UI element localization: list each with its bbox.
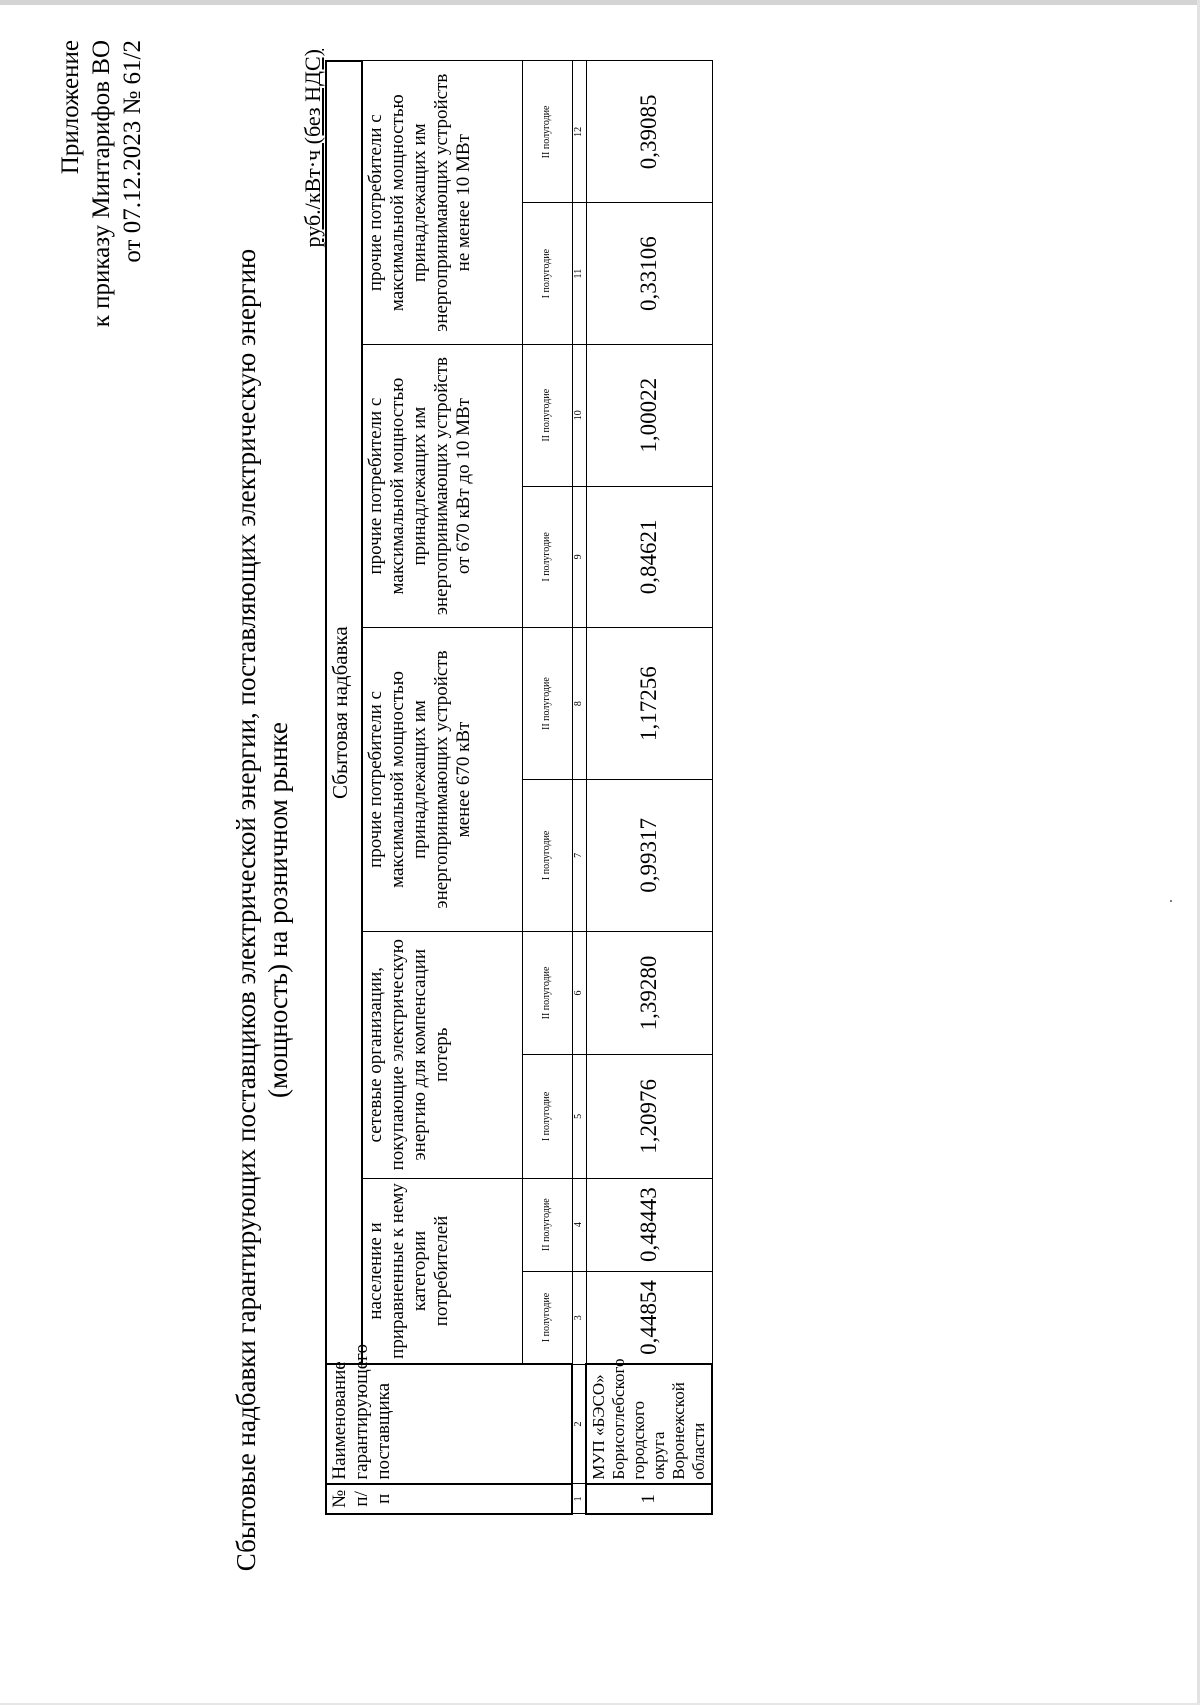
title-line-1: Сбытовые надбавки гарантирующих поставщиков электрической энергии, поставляющих электрическую энергию bbox=[231, 248, 261, 1572]
column-number: 4 bbox=[572, 1178, 586, 1271]
header-line-2: к приказу Минтарифов ВО bbox=[88, 40, 115, 328]
column-number: 10 bbox=[572, 344, 586, 486]
value-over-10mw-half-1: 0,33106 bbox=[586, 203, 712, 345]
value-population-half-2: 0,48443 bbox=[586, 1178, 712, 1271]
column-number: 5 bbox=[572, 1055, 586, 1178]
row-number: 1 bbox=[586, 1484, 712, 1514]
value-population-half-1: 0,44854 bbox=[586, 1271, 712, 1364]
column-number: 7 bbox=[572, 779, 586, 931]
header-category-grid-orgs: сетевые организации, покупающие электрическую энергию для компенсации потерь bbox=[362, 931, 522, 1178]
value-under-670kw-half-2: 1,17256 bbox=[586, 628, 712, 780]
header-line-1: Приложение bbox=[57, 40, 84, 175]
column-number: 1 bbox=[572, 1484, 586, 1514]
column-number: 9 bbox=[572, 486, 586, 628]
header-category-population: население и приравненные к нему категории потребителей bbox=[362, 1178, 522, 1364]
header-half-1: I полугодие bbox=[522, 779, 572, 931]
header-category-670kw-10mw: прочие потребители с максимальной мощностью принадлежащих им энергопринимающих устройств от 670 кВт до 10 МВт bbox=[362, 344, 522, 627]
table-row bbox=[586, 61, 712, 1514]
header-col-number: № п/п bbox=[326, 1484, 572, 1514]
header-half-2: II полугодие bbox=[522, 931, 572, 1054]
value-over-10mw-half-2: 0,39085 bbox=[586, 61, 712, 203]
column-number: 2 bbox=[572, 1364, 586, 1483]
header-block bbox=[55, 40, 148, 327]
column-number: 12 bbox=[572, 61, 586, 203]
header-half-2: II полугодие bbox=[522, 344, 572, 486]
column-number: 11 bbox=[572, 203, 586, 345]
header-half-1: I полугодие bbox=[522, 1055, 572, 1178]
value-grid-orgs-half-1: 1,20976 bbox=[586, 1055, 712, 1178]
header-line-3: от 07.12.2023 № 61/2 bbox=[119, 40, 146, 263]
value-grid-orgs-half-2: 1,39280 bbox=[586, 931, 712, 1054]
header-half-2: II полугодие bbox=[522, 61, 572, 203]
header-half-1: I полугодие bbox=[522, 1271, 572, 1364]
header-category-under-670kw: прочие потребители с максимальной мощностью принадлежащих им энергопринимающих устройств менее 670 кВт bbox=[362, 628, 522, 932]
header-col-supplier-name: Наименование гарантирующего поставщика bbox=[326, 1364, 572, 1483]
column-number: 6 bbox=[572, 931, 586, 1054]
title-line-2: (мощность) на розничном рынке bbox=[263, 722, 293, 1098]
header-category-over-10mw: прочие потребители с максимальной мощностью принадлежащих им энергопринимающих устройств не менее 10 МВт bbox=[362, 61, 522, 344]
header-group-markup: Сбытовая надбавка bbox=[326, 61, 362, 1364]
value-670kw-10mw-half-1: 0,84621 bbox=[586, 486, 712, 628]
units-label: руб./кВт·ч (без НДС) bbox=[300, 49, 325, 248]
column-number: 8 bbox=[572, 628, 586, 780]
supplier-name: МУП «БЭСО» Борисоглебского городского округа Воронежской области bbox=[586, 1364, 712, 1483]
header-half-2: II полугодие bbox=[522, 628, 572, 780]
document-title bbox=[230, 175, 294, 1645]
header-half-2: II полугодие bbox=[522, 1178, 572, 1271]
value-670kw-10mw-half-2: 1,00022 bbox=[586, 344, 712, 486]
header-half-1: I полугодие bbox=[522, 486, 572, 628]
header-half-1: I полугодие bbox=[522, 203, 572, 345]
tariff-table bbox=[325, 60, 713, 1515]
value-under-670kw-half-1: 0,99317 bbox=[586, 779, 712, 931]
column-number: 3 bbox=[572, 1271, 586, 1364]
